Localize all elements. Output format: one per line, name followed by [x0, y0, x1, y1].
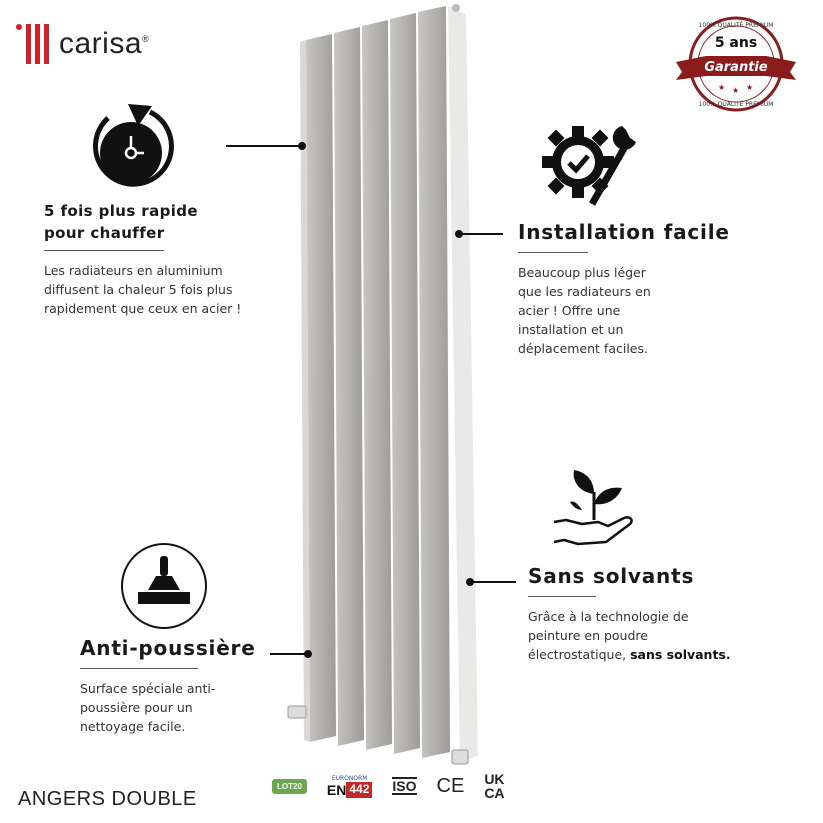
- feature-dust-title: Anti-poussière: [80, 636, 256, 660]
- badge-top-text: 100% QUALITÉ PREMIUM: [698, 22, 774, 29]
- star-icon: ★: [718, 83, 726, 92]
- warranty-badge: [670, 14, 802, 114]
- feature-install-desc: Beaucoup plus léger que les radiateurs en acier ! Offre une installation et un déplacement faciles.: [518, 265, 651, 356]
- feature-dust-desc: Surface spéciale anti-poussière pour un nettoyage facile.: [80, 681, 216, 734]
- feature-install: [518, 220, 738, 358]
- badge-years: 5 ans: [714, 35, 758, 51]
- feature-speed: [44, 200, 274, 318]
- divider: [80, 668, 198, 669]
- feature-dust: [80, 636, 280, 736]
- badge-label: Garantie: [704, 60, 768, 75]
- feature-solvent-desc: Grâce à la technologie de peinture en poudre électrostatique, sans solvants.: [528, 609, 731, 662]
- leader-line-solvent: [470, 581, 516, 583]
- timer-icon: [88, 96, 178, 192]
- ce-mark: CE: [436, 774, 465, 797]
- badge-bottom-text: 100% QUALITÉ PREMIUM: [698, 101, 774, 108]
- star-icon: ★: [746, 83, 754, 92]
- divider: [528, 596, 596, 597]
- product-name: ANGERS DOUBLE: [18, 788, 197, 810]
- divider: [44, 250, 164, 251]
- brand-name: carisa®: [59, 27, 150, 60]
- divider: [518, 252, 588, 253]
- certification-logos: [272, 772, 505, 800]
- feature-solvent-title: Sans solvants: [528, 564, 695, 588]
- ukca-mark: UK CA: [484, 771, 505, 801]
- en442-badge: EURONORM EN 442: [327, 775, 372, 798]
- plant-hand-icon: [552, 462, 638, 552]
- feature-speed-desc: Les radiateurs en aluminium diffusent la chaleur 5 fois plus rapidement que ceux en acier !: [44, 263, 242, 316]
- gear-wrench-icon: [538, 118, 640, 210]
- logo-mark: [16, 24, 49, 64]
- feature-install-title: Installation facile: [518, 220, 730, 244]
- feature-speed-title-2: pour chauffer: [44, 224, 165, 242]
- feature-solvent: [528, 564, 768, 664]
- duster-icon: [120, 542, 208, 630]
- star-icon: ★: [732, 86, 740, 95]
- iso-badge: ISO: [392, 778, 417, 794]
- brand-logo: [16, 24, 149, 64]
- leader-line-speed: [226, 145, 302, 147]
- lot20-badge: LOT20: [272, 779, 307, 794]
- feature-speed-title-1: 5 fois plus rapide: [44, 202, 198, 220]
- leader-line-install: [459, 233, 503, 235]
